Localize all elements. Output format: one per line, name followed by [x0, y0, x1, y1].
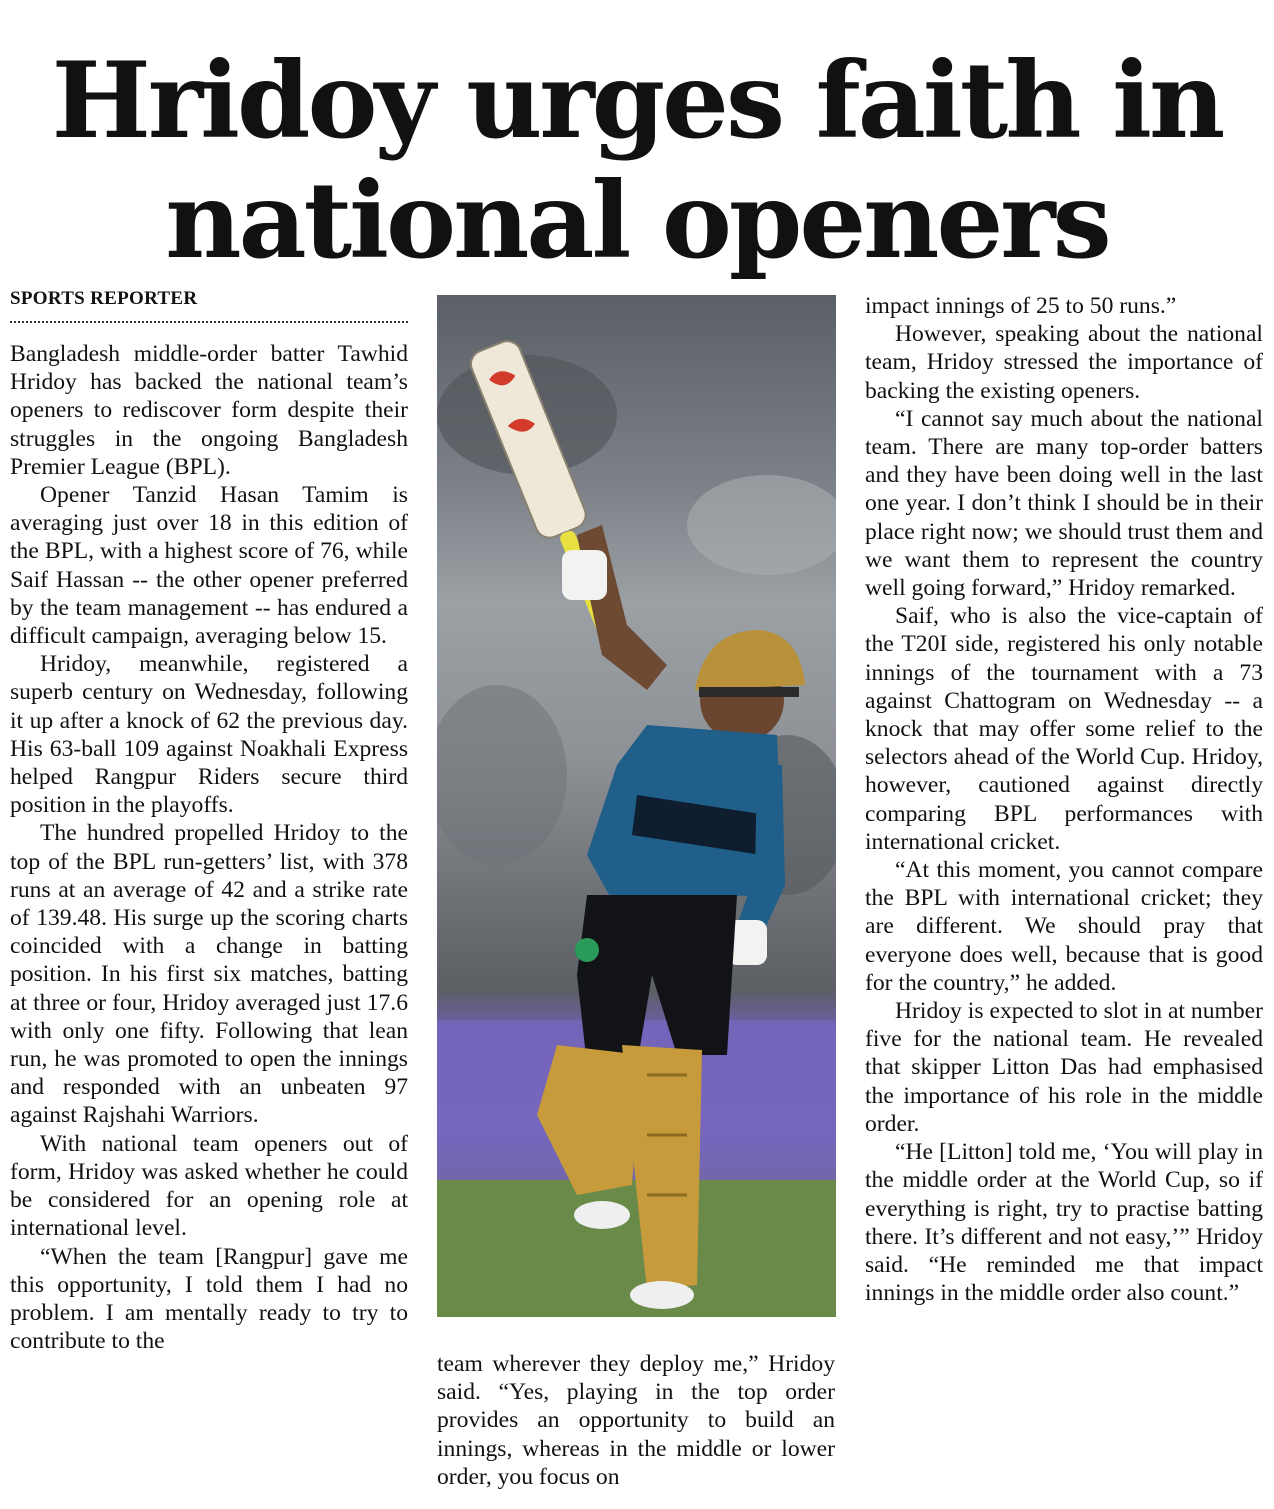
- paragraph: Hridoy is expected to slot in at number five for the national team. He revealed that skipper Litton Das had emphasised the importance of his role in the middle order.: [865, 998, 1263, 1137]
- cricketer-celebrating-icon: [437, 295, 836, 1317]
- paragraph: “I cannot say much about the national team. There are many top-order batters and they have been doing well in the last one year. I don’t think I should be in their place right now; we should trust them and we want them to represent the country well going forward,” Hridoy remarked.: [865, 405, 1263, 602]
- paragraph: However, speaking about the national team, Hridoy stressed the importance of backing the existing openers.: [865, 321, 1263, 404]
- article-column-3: [865, 292, 1263, 1307]
- paragraph: The hundred propelled Hridoy to the top of the BPL run-getters’ list, with 378 runs at an average of 42 and a strike rate of 139.48. His surge up the scoring charts coincided with a change in batting position. In his first six matches, batting at three or four, Hridoy averaged just 17.6 with only one fifty. Following that lean run, he was promoted to open the innings and responded with an unbeaten 97 against Rajshahi Warriors.: [10, 820, 408, 1129]
- cricketer-photo: [437, 295, 836, 1317]
- paragraph: “He [Litton] told me, ‘You will play in the middle order at the World Cup, so if everything is right, try to practise batting there. It’s different and not easy,’” Hridoy said. “He reminded me that impact innings in the middle order also count.”: [865, 1139, 1263, 1307]
- paragraph: “When the team [Rangpur] gave me this opportunity, I told them I had no problem. I am mentally ready to try to contribute to the: [10, 1243, 408, 1355]
- paragraph: “At this moment, you cannot compare the BPL with international cricket; they are different. We should pray that everyone does well, because that is good for the country,” he added.: [865, 857, 1263, 996]
- paragraph: impact innings of 25 to 50 runs.”: [865, 293, 1177, 319]
- article-column-2: [437, 1350, 835, 1491]
- article-column-1: [10, 340, 408, 1355]
- paragraph: Bangladesh middle-order batter Tawhid Hridoy has backed the national team’s openers to rediscover form despite their struggles in the ongoing Bangladesh Premier League (BPL).: [10, 341, 408, 480]
- paragraph: Hridoy, meanwhile, registered a superb century on Wednesday, following it up after a knock of 62 the previous day. His 63-ball 109 against Noakhali Express helped Rangpur Riders secure third position in the playoffs.: [10, 651, 408, 819]
- byline: SPORTS REPORTER: [10, 288, 198, 309]
- paragraph: Saif, who is also the vice-captain of the T20I side, registered his only notable innings of the tournament with a 73 against Chattogram on Wednesday -- a knock that may offer some relief to the selectors ahead of the World Cup. Hridoy, however, cautioned against directly comparing BPL performances with international cricket.: [865, 603, 1263, 855]
- paragraph: Opener Tanzid Hasan Tamim is averaging just over 18 in this edition of the BPL, with a highest score of 76, while Saif Hassan -- the other opener preferred by the team management -- has endured a difficult campaign, averaging below 15.: [10, 482, 408, 650]
- headline: Hridoy urges faith in national openers: [51, 38, 1223, 282]
- byline-divider: [10, 321, 408, 323]
- paragraph: With national team openers out of form, Hridoy was asked whether he could be considered for an opening role at international level.: [10, 1130, 408, 1242]
- paragraph: team wherever they deploy me,” Hridoy said. “Yes, playing in the top order provides an opportunity to build an innings, whereas in the middle or lower order, you focus on: [437, 1351, 835, 1490]
